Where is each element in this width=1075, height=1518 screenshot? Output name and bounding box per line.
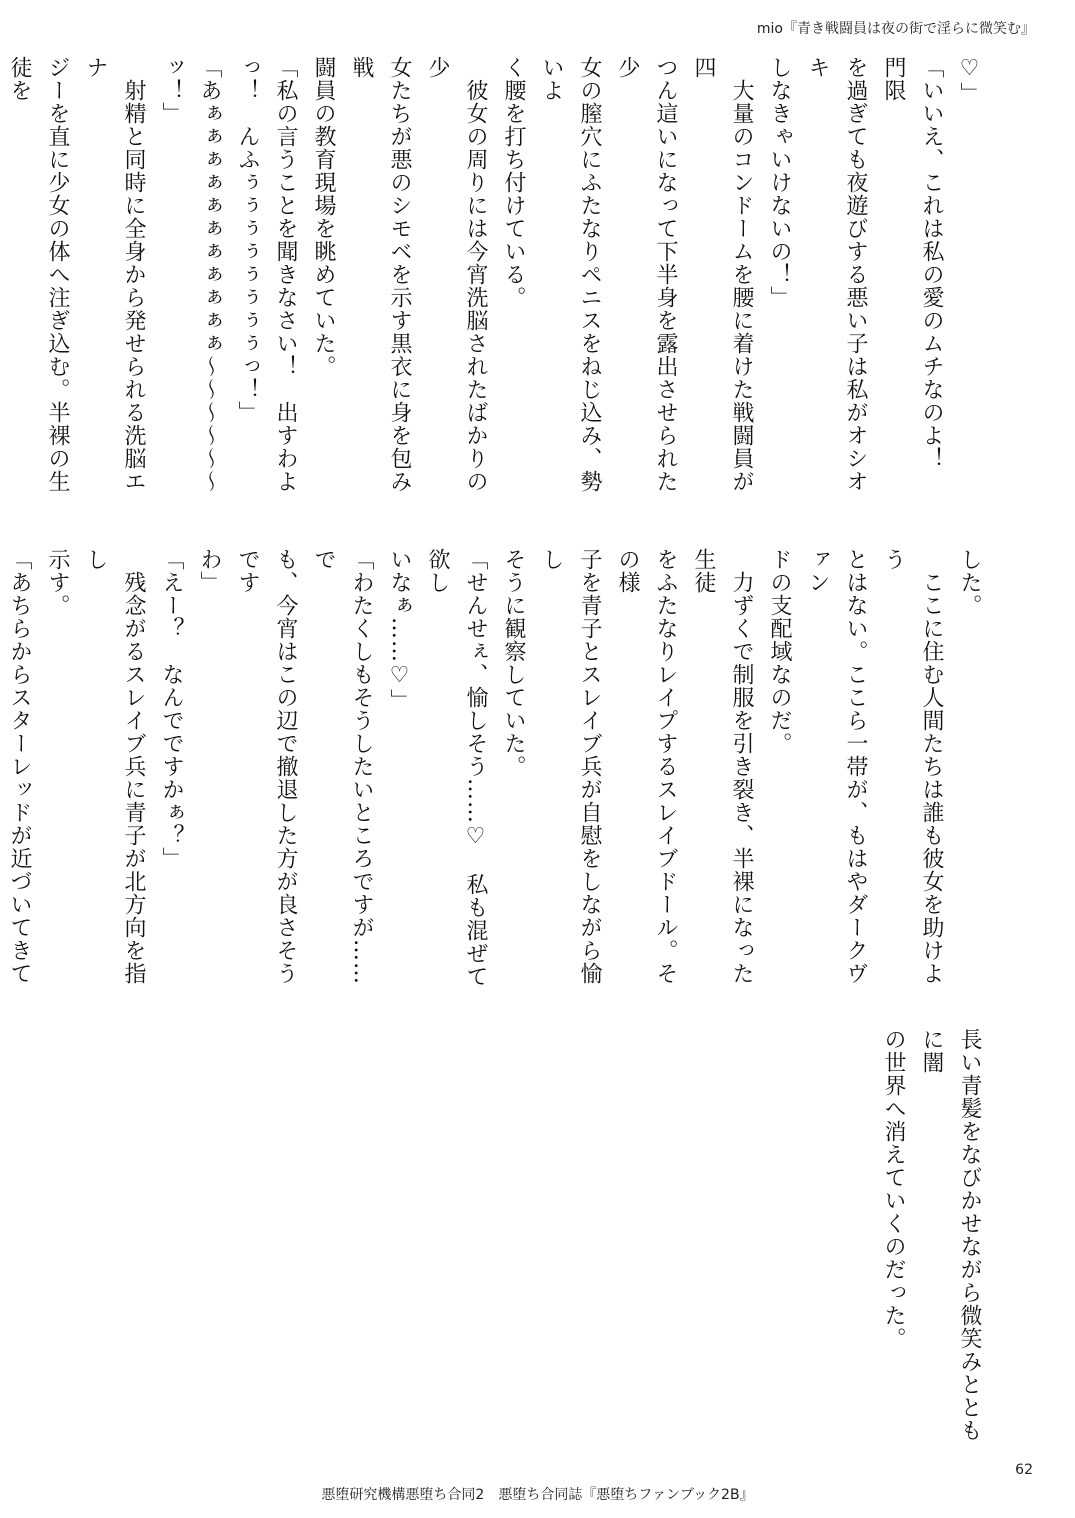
text-line: 示す。 [45,548,70,617]
text-line: 「えー？ なんでですかぁ？」 [159,548,184,870]
text-line: 「いいえ、これは私の愛のムチなのよ！ 門限 [881,56,944,493]
text-line: した。 [957,548,982,617]
text-line: の世界へ消えていくのだった。 [881,1028,906,1350]
text-line: そうに観察していた。 [501,548,526,778]
text-line: 闘員の教育現場を眺めていた。 [311,56,336,378]
text-line: ッ！」 [159,56,184,125]
text-line: いなぁ……♡」 [387,548,412,712]
text-line: く腰を打ち付けている。 [501,56,526,309]
text-line: つん這いになって下半身を露出させられた少 [615,56,678,493]
text-line: 子を青子とスレイブ兵が自慰をしながら愉し [539,548,602,985]
text-line: わ」 [197,548,222,594]
page-number: 62 [1015,1462,1033,1478]
text-line: 大量のコンドームを腰に着けた戦闘員が四 [691,56,754,493]
running-footer: 悪堕研究機構悪堕ち合同2 悪堕ち合同誌『悪堕ちファンブック2B』 [321,1487,754,1503]
text-line: 女たちが悪のシモベを示す黒衣に身を包み戦 [349,56,412,493]
text-line: も、今宵はこの辺で撤退した方が良さそうです [235,548,298,985]
running-header: mio『青き戦闘員は夜の街で淫らに微笑む』 [756,21,1035,37]
text-line: 「あぁぁぁぁぁぁぁぁぁぁぁ〜〜〜〜〜〜 [197,56,222,493]
text-line: ここに住む人間たちは誰も彼女を助けよう [881,548,944,985]
text-line: 「せんせぇ、愉しそう……♡ 私も混ぜて欲し [425,548,488,988]
text-line: とはない。ここら一帯が、もはやダークヴァン [805,548,868,985]
text-line: 「わたくしもそうしたいところですが……で [311,548,374,985]
text-line: 長い青髪をなびかせながら微笑みとともに闇 [919,1028,982,1442]
text-block-middle [7,548,988,992]
text-line: しなきゃいけないの！」 [767,56,792,309]
text-line: 力ずくで制服を引き裂き、半裸になった生徒 [691,548,754,985]
text-line: 彼女の周りには今宵洗脳されたばかりの少 [425,56,488,493]
text-line: 女の膣穴にふたなりペニスをねじ込み、勢いよ [539,56,602,493]
text-block-upper [7,56,988,500]
text-block-lower [881,1028,988,1458]
text-line: を過ぎても夜遊びする悪い子は私がオシオキ [805,56,868,493]
text-line: ジーを直に少女の体へ注ぎ込む。半裸の生徒を [7,56,70,493]
text-line: っ！ んふぅぅぅぅぅぅぅぅっ！」 [235,56,260,424]
text-line: 「私の言うことを聞きなさい！ 出すわよ [273,56,298,493]
text-line: ♡」 [957,56,982,105]
text-line: をふたなりレイプするスレイブドール。その様 [615,548,678,985]
text-line: 「あちらからスターレッドが近づいてきて [7,548,32,985]
text-line: ドの支配域なのだ。 [767,548,792,755]
text-line: 射精と同時に全身から発せられる洗脳エナ [83,56,146,493]
text-line: 残念がるスレイブ兵に青子が北方向を指し [83,548,146,985]
